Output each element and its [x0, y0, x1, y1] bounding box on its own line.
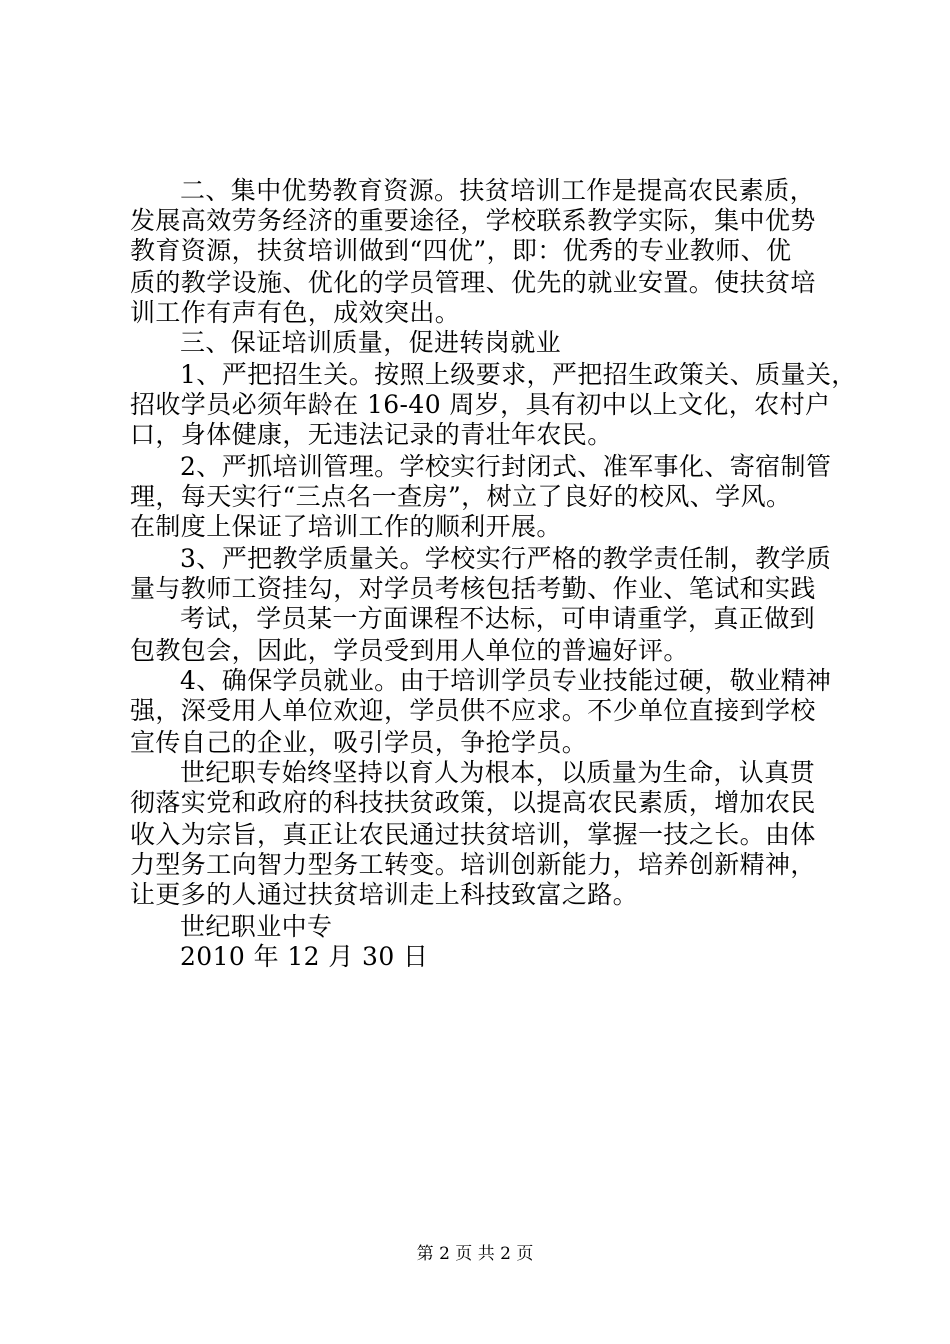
paragraph-line: 招收学员必须年龄在 16-40 周岁，具有初中以上文化，农村户: [130, 390, 831, 419]
section-heading: 三、保证培训质量，促进转岗就业: [180, 328, 562, 357]
paragraph-line: 2、严抓培训管理。学校实行封闭式、准军事化、寄宿制管: [180, 452, 832, 481]
paragraph-line: 包教包会，因此，学员受到用人单位的普遍好评。: [130, 636, 689, 665]
paragraph-line: 训工作有声有色，成效突出。: [130, 298, 461, 327]
paragraph-line: 力型务工向智力型务工转变。培训创新能力，培养创新精神，: [130, 850, 816, 879]
paragraph-line: 3、严把教学质量关。学校实行严格的教学责任制，教学质: [180, 544, 832, 573]
paragraph-line: 4、确保学员就业。由于培训学员专业技能过硬，敬业精神: [180, 666, 832, 695]
paragraph-line: 理，每天实行“三点名一查房”，树立了良好的校风、学风。: [130, 482, 792, 511]
paragraph-line: 1、严把招生关。按照上级要求，严把招生政策关、质量关，: [180, 360, 857, 389]
paragraph-line: 彻落实党和政府的科技扶贫政策，以提高农民素质，增加农民: [130, 788, 816, 817]
page-footer: 第 2 页 共 2 页: [416, 1244, 534, 1264]
paragraph-line: 发展高效劳务经济的重要途径，学校联系教学实际，集中优势: [130, 206, 816, 235]
paragraph-line: 世纪职专始终坚持以育人为根本，以质量为生命，认真贯: [180, 758, 816, 787]
paragraph-line: 让更多的人通过扶贫培训走上科技致富之路。: [130, 880, 639, 909]
paragraph-line: 收入为宗旨，真正让农民通过扶贫培训，掌握一技之长。由体: [130, 820, 816, 849]
paragraph-line: 考试，学员某一方面课程不达标，可申请重学，真正做到: [180, 604, 816, 633]
paragraph-line: 量与教师工资挂勾，对学员考核包括考勤、作业、笔试和实践: [130, 574, 816, 603]
signature-date: 2010 年 12 月 30 日: [180, 942, 429, 971]
paragraph-line: 强，深受用人单位欢迎，学员供不应求。不少单位直接到学校: [130, 696, 816, 725]
paragraph-line: 宣传自己的企业，吸引学员，争抢学员。: [130, 728, 588, 757]
paragraph-line: 质的教学设施、优化的学员管理、优先的就业安置。使扶贫培: [130, 268, 816, 297]
signature-organization: 世纪职业中专: [180, 912, 333, 941]
paragraph-line: 在制度上保证了培训工作的顺利开展。: [130, 512, 562, 541]
paragraph-line: 二、集中优势教育资源。扶贫培训工作是提高农民素质，: [180, 176, 816, 205]
paragraph-line: 口，身体健康，无违法记录的青壮年农民。: [130, 420, 613, 449]
paragraph-line: 教育资源，扶贫培训做到“四优”，即：优秀的专业教师、优: [130, 236, 792, 265]
